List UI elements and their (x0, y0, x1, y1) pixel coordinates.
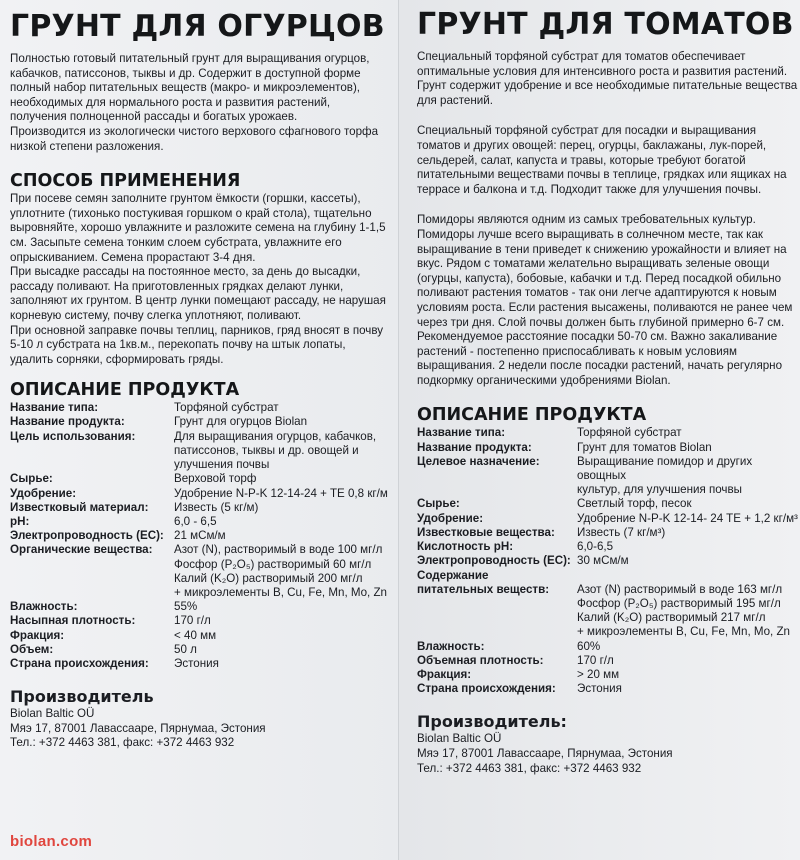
spec-key: Название типа: (417, 426, 506, 440)
spec-value: Азот (N), растворимый в воде 100 мг/л Фосфор (P₂O₅) растворимый 60 мг/л Калий (K₂O) растворимый 200 мг/л + микроэлементы B, Cu, Fe, Mn, Mo, Zn (174, 543, 388, 599)
spec-key: Целевое назначение: (417, 454, 540, 468)
spec-value: Верховой торф (174, 472, 257, 486)
tomato-paragraph: Специальный торфяной субстрат для томатов обеспечивает оптимальные условия для интенсивного роста и развития растений. Грунт содержит удобрение и все необходимые питательные вещества для растений. (417, 50, 798, 107)
tomato-title: ГРУНТ ДЛЯ ТОМАТОВ (417, 7, 794, 42)
spec-value: 170 г/л (577, 653, 614, 667)
spec-key: Название продукта: (417, 440, 532, 454)
tomato-text (417, 50, 800, 388)
tomato-spec-table (417, 426, 800, 696)
spec-value: Удобрение N-P-K 12-14-24 + TE 0,8 кг/м (174, 486, 388, 500)
manufacturer-title: Производитель: (417, 712, 567, 732)
cucumber-spec-table (10, 401, 390, 671)
tomato-paragraph: Специальный торфяной субстрат для посадки и выращивания томатов и других овощей: перец, огурцы, баклажаны, лук-порей, сельдерей, салат, капуста и травы, которые требуют богатой питательными веществами почвы в теплице, грядках или ящиках на террасе и балкона и т.д. Подходит также для улучшения почвы. (417, 124, 787, 196)
spec-key: Известковый материал: (10, 500, 149, 514)
spec-key: Название типа: (10, 401, 99, 415)
cucumber-intro (10, 52, 390, 154)
manufacturer-phone: Тел.: +372 4463 381, факс: +372 4463 932 (417, 761, 642, 775)
spec-key: Содержание питательных веществ: (417, 568, 550, 596)
spec-key: Фракция: (10, 628, 65, 642)
manufacturer-phone: Тел.: +372 4463 381, факс: +372 4463 932 (10, 736, 235, 750)
method-paragraph: При основной заправке почвы теплиц, парников, гряд вносят в почву 5-10 л субстрата на 1кв.м., перекопать почву на штык лопаты, удалить сорняки, сформировать гряды. (10, 323, 384, 366)
spec-key: Удобрение: (10, 486, 77, 500)
spec-value: Торфяной субстрат (174, 401, 279, 415)
spec-key: Название продукта: (10, 415, 125, 429)
spec-key: Влажность: (417, 639, 485, 653)
spec-key: Удобрение: (417, 511, 484, 525)
tomato-product-title: ОПИСАНИЕ ПРОДУКТА (417, 405, 647, 426)
cucumber-manufacturer (10, 687, 390, 751)
spec-key: Фракция: (417, 667, 472, 681)
cucumber-intro-paragraph: Производится из экологически чистого верхового сфагнового торфа низкой степени разложения. (10, 124, 379, 153)
spec-key: Известковые вещества: (417, 525, 555, 539)
spec-value: 60% (577, 639, 601, 653)
tomato-paragraph: Помидоры являются одним из самых требовательных культур. Помидоры лучше всего выращивать в солнечном месте, так как выращивание в тени приведет к снижению урожайности и влияет на вкус. Рядом с томатами желательно выращивать зеленые овощи (огурцы, капуста), бобовые, кабачки и т.д. Перед посадкой обильно поливают растения томатов - так они легче адаптируются к новым условиям роста. Если растения высажены, поливаются не ранее чем через три дня. Слой почвы должен быть глубиной примерно 6-7 см. Рекомендуемое расстояние посадки 50-70 см. Важно закаливание растений - постепенно приспосабливать к новым условиям выращивания. 2 недели после посадки растений, начать регулярно подкормку органическими удобрениями Biolan. (417, 213, 793, 387)
manufacturer-name: Biolan Baltic OÜ (10, 707, 95, 721)
spec-value: > 20 мм (577, 667, 620, 681)
spec-value: Удобрение N-P-K 12-14- 24 TE + 1,2 кг/м³ (577, 511, 798, 525)
spec-value: 170 г/л (174, 614, 211, 628)
website-watermark: biolan.com (10, 833, 93, 850)
spec-value: 6,0-6,5 (577, 540, 614, 554)
spec-key: Органические вещества: (10, 543, 153, 557)
spec-key: Страна происхождения: (417, 682, 556, 696)
spec-key: pH: (10, 514, 30, 528)
spec-value: Грунт для томатов Biolan (577, 440, 712, 454)
cucumber-product-title: ОПИСАНИЕ ПРОДУКТА (10, 380, 240, 401)
method-text (10, 192, 390, 367)
manufacturer-address: Мяэ 17, 87001 Лавассааре, Пярнумаа, Эстония (417, 746, 673, 760)
spec-key: Электропроводность (EC): (417, 554, 571, 568)
spec-key: Цель использования: (10, 429, 136, 443)
spec-key: Объем: (10, 642, 54, 656)
spec-value: 30 мСм/м (577, 554, 629, 568)
tomato-soil-column (398, 0, 800, 860)
spec-value: Торфяной субстрат (577, 426, 682, 440)
spec-key: Страна происхождения: (10, 656, 149, 670)
manufacturer-name: Biolan Baltic OÜ (417, 732, 502, 746)
spec-value: Азот (N) растворимый в воде 163 мг/л Фосфор (P₂O₅) растворимый 195 мг/л Калий (K₂O) растворимый 217 мг/л + микроэлементы B, Cu, Fe, Mn, Mo, Zn (577, 582, 791, 639)
manufacturer-title: Производитель (10, 687, 154, 707)
spec-value: 50 л (174, 642, 197, 656)
spec-value: < 40 мм (174, 628, 217, 642)
spec-key: Электропроводность (EC): (10, 529, 164, 543)
spec-value: 6,0 - 6,5 (174, 514, 217, 528)
spec-key: Сырье: (417, 497, 460, 511)
cucumber-soil-column (0, 0, 398, 860)
spec-value: Известь (7 кг/м³) (577, 525, 666, 539)
tomato-manufacturer (417, 712, 800, 776)
spec-value: Светлый торф, песок (577, 497, 692, 511)
spec-key: Насыпная плотность: (10, 614, 136, 628)
spec-value: Грунт для огурцов Biolan (174, 415, 308, 429)
spec-value: 21 мСм/м (174, 529, 226, 543)
method-title: СПОСОБ ПРИМЕНЕНИЯ (10, 171, 241, 192)
spec-value: Эстония (174, 656, 219, 670)
cucumber-intro-paragraph: Полностью готовый питательный грунт для выращивания огурцов, кабачков, патиссонов, тыквы и др. Содержит в доступной форме полный набор питательных веществ (макро- и микроэлементов), необходимых для нормального роста и развития растений, получения полноценной рассады и богатых урожаев. (10, 52, 370, 124)
spec-value: 55% (174, 600, 198, 614)
method-paragraph: При посеве семян заполните грунтом ёмкости (горшки, кассеты), уплотните (тихонько постукивая горшком о край стола), тщательно выровняйте, хорошо увлажните и разложите семена на глубину 1-1,5 см. Засыпьте семена тонким слоем субстрата, увлажните его опрыскиванием. Семена прорастают 3-4 дня. (10, 192, 386, 264)
spec-value: Выращивание помидор и других овощных культур, для улучшения почвы (577, 454, 753, 497)
manufacturer-address: Мяэ 17, 87001 Лавассааре, Пярнумаа, Эстония (10, 721, 266, 735)
spec-key: Объемная плотность: (417, 653, 544, 667)
spec-key: Кислотность pH: (417, 540, 514, 554)
spec-key: Сырье: (10, 472, 53, 486)
spec-value: Известь (5 кг/м) (174, 500, 259, 514)
method-paragraph: При высадке рассады на постоянное место, за день до высадки, рассаду поливают. На приготовленных грядках делают лунки, заполняют их грунтом. В центр лунки помещают рассаду, не нарушая корневую систему, почву слегка уплотняют, поливают. (10, 265, 386, 322)
spec-value: Эстония (577, 682, 622, 696)
cucumber-title: ГРУНТ ДЛЯ ОГУРЦОВ (10, 9, 385, 44)
spec-key: Влажность: (10, 600, 78, 614)
spec-value: Для выращивания огурцов, кабачков, патиссонов, тыквы и др. овощей и улучшения почвы (174, 429, 377, 472)
